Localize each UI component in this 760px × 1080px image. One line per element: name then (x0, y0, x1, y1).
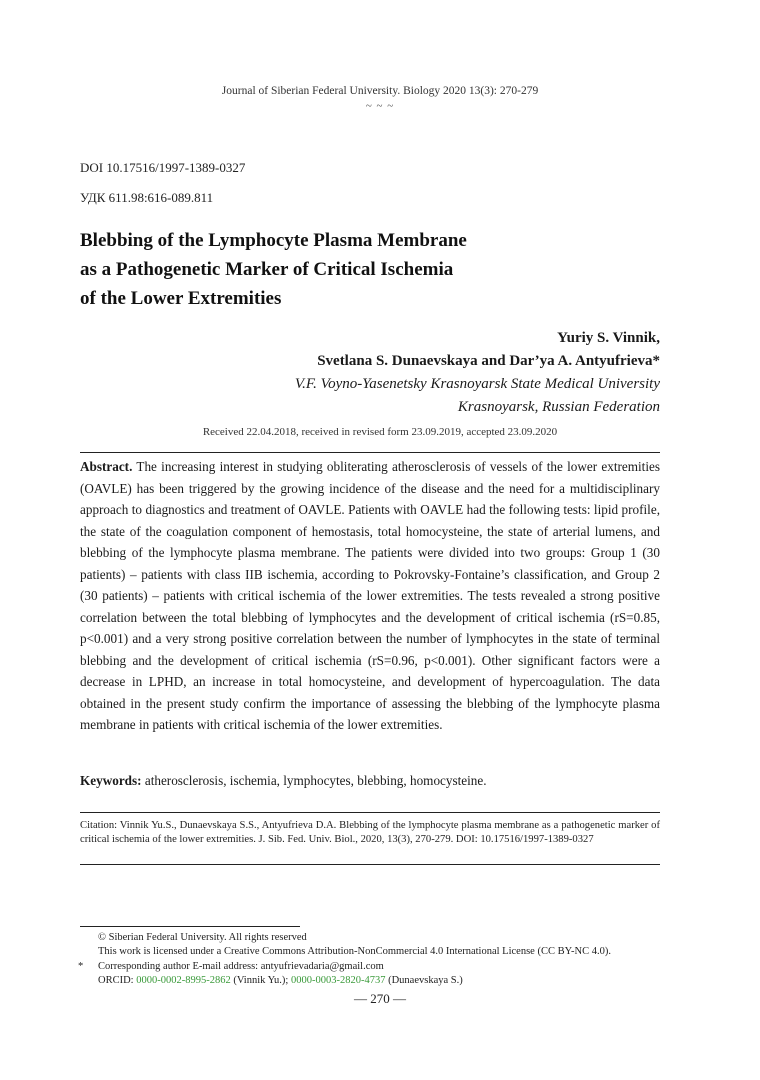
rule-top (80, 452, 660, 453)
affiliation-line-2: Krasnoyarsk, Russian Federation (457, 399, 660, 415)
orcid-owner-dunaevskaya: (Dunaevskaya S.) (388, 974, 463, 986)
footnote-copyright: © Siberian Federal University. All rights reserved (98, 932, 307, 943)
orcid-label: ORCID: (98, 974, 134, 986)
keywords (80, 773, 660, 789)
author-block (295, 327, 660, 419)
abstract (80, 456, 660, 736)
title-line-2: as a Pathogenetic Marker of Critical Ischemia (80, 259, 454, 280)
udk: УДК 611.98:616-089.811 (80, 190, 214, 205)
author-line-2: Svetlana S. Dunaevskaya and Dar’ya A. Antyufrieva* (317, 353, 660, 369)
keywords-label: Keywords: (80, 773, 142, 788)
footnote-corresponding (78, 960, 668, 974)
header-ornament: ~ ~ ~ (365, 100, 395, 112)
footnote-rule (80, 926, 300, 927)
journal-header: Journal of Siberian Federal University. Biology 2020 13(3): 270-279 (221, 85, 539, 97)
page-number: — 270 — (354, 991, 406, 1006)
rule-citation-top (80, 812, 660, 813)
footnote-orcid (78, 974, 668, 988)
title-line-1: Blebbing of the Lymphocyte Plasma Membrane (80, 230, 467, 251)
abstract-label: Abstract. (80, 459, 133, 474)
orcid-owner-vinnik: (Vinnik Yu.); (233, 974, 289, 986)
article-title (80, 226, 600, 313)
rule-citation-bottom (80, 864, 660, 865)
title-line-3: of the Lower Extremities (80, 288, 282, 309)
footnotes (78, 931, 668, 988)
citation: Citation: Vinnik Yu.S., Dunaevskaya S.S., Antyufrieva D.A. Blebbing of the lymphocyte plasma membrane as a pathogenetic marker of critical ischemia of the lower extremities. J. Sib. Fed. Univ. Biol., 2020, 13(3), 270-279. DOI: 10.17516/1997-1389-0327 (80, 820, 660, 846)
keywords-text: atherosclerosis, ischemia, lymphocytes, blebbing, homocysteine. (144, 773, 487, 788)
orcid-link-vinnik[interactable]: 0000-0002-8995-2862 (136, 974, 231, 986)
footnote-license: This work is licensed under a Creative Commons Attribution-NonCommercial 4.0 International License (CC BY-NC 4.0). (98, 946, 611, 958)
received-dates: Received 22.04.2018, received in revised form 23.09.2019, accepted 23.09.2020 (202, 426, 558, 438)
corresponding-author: Corresponding author E-mail address: antyufrievadaria@gmail.com (98, 960, 384, 972)
abstract-text: The increasing interest in studying obliterating atherosclerosis of vessels of the lower extremities (OAVLE) has been triggered by the growing incidence of the disease and the need for a multidisciplinary approach to diagnostics and treatment of OAVLE. Patients with OAVLE had the following tests: lipid profile, the state of the coagulation component of hemostasis, total homocysteine, the state of arterial lumens, and blebbing of the lymphocyte plasma membrane. The patients were divided into two groups: Group 1 (30 patients) – patients with class IIB ischemia, according to Pokrovsky-Fontaine’s classification, and Group 2 (30 patients) – patients with critical ischemia of the lower extremities. The tests revealed a strong positive correlation between the total blebbing of lymphocytes and the development of critical ischemia (rS=0.85, p<0.001) and a very strong positive correlation between the number of lymphocytes in the state of terminal blebbing and the development of critical ischemia (rS=0.96, p<0.001). Other significant factors were a decrease in LPHD, an increase in total homocysteine, and development of hypercoagulation. The data obtained in the present study confirm the importance of assessing the blebbing of the lymphocyte plasma membrane in patients with critical ischemia of the lower extremities. (80, 459, 660, 732)
author-line-1: Yuriy S. Vinnik, (557, 330, 660, 346)
doi: DOI 10.17516/1997-1389-0327 (80, 160, 246, 175)
orcid-link-dunaevskaya[interactable]: 0000-0003-2820-4737 (290, 974, 386, 986)
asterisk-mark: * (78, 960, 84, 972)
affiliation-line-1: V.F. Voyno-Yasenetsky Krasnoyarsk State Medical University (294, 376, 660, 392)
